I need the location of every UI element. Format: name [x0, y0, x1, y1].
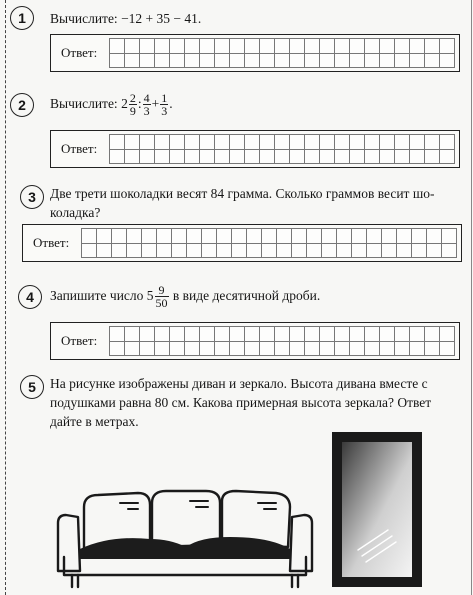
- task-1: [0, 0, 473, 80]
- task-text: [50, 184, 462, 222]
- end-mark: .: [169, 96, 173, 111]
- mirror-illustration: [330, 430, 425, 590]
- task-3: [0, 180, 473, 270]
- task-expression: −12 + 35 − 41.: [121, 11, 202, 26]
- answer-label: Ответ:: [61, 141, 98, 156]
- task-number: 3: [20, 185, 44, 209]
- answer-label: Ответ:: [61, 45, 98, 60]
- task-label: в виде десятичной дроби.: [169, 288, 321, 303]
- answer-label: Ответ:: [61, 333, 98, 348]
- task-number: 4: [18, 285, 42, 309]
- task-line: дайте в метрах.: [50, 414, 139, 429]
- fraction: $\frac{4}{3}$: [143, 91, 150, 119]
- operator: :: [137, 96, 142, 111]
- answer-box: [50, 130, 460, 168]
- operator: +: [151, 96, 160, 111]
- task-number: 1: [10, 6, 34, 30]
- task-label: Вычислите:: [50, 11, 122, 26]
- task-4: [0, 278, 473, 364]
- answer-box: [22, 224, 462, 262]
- task-text: [50, 278, 320, 314]
- task-label: Запишите число: [50, 288, 147, 303]
- task-2: [0, 80, 473, 170]
- answer-grid[interactable]: [109, 134, 455, 164]
- fraction: $\frac{2}{9}$: [129, 91, 136, 119]
- task-line: Две трети шоколадки весят 84 грамма. Сколько граммов весит шо-: [50, 186, 435, 201]
- task-text: [50, 374, 462, 431]
- answer-grid[interactable]: [81, 228, 457, 258]
- answer-grid[interactable]: [109, 38, 455, 68]
- fraction: $\frac{9}{50}$: [155, 283, 168, 311]
- mixed-whole: 2: [121, 96, 128, 111]
- answer-grid[interactable]: [109, 326, 455, 356]
- task-label: Вычислите:: [50, 96, 122, 111]
- answer-box: [50, 34, 460, 72]
- task-text: [50, 86, 173, 122]
- task-number: 5: [20, 375, 44, 399]
- task-number: 2: [10, 93, 34, 117]
- task-line: подушками равна 80 см. Какова примерная высота зеркала? Ответ: [50, 395, 432, 410]
- answer-box: [50, 322, 460, 360]
- task-line: коладка?: [50, 205, 101, 220]
- sofa-illustration: [50, 487, 320, 592]
- fraction: $\frac{1}{3}$: [161, 91, 168, 119]
- task-line: На рисунке изображены диван и зеркало. Высота дивана вместе с: [50, 376, 428, 391]
- task-text: [50, 9, 201, 28]
- mixed-whole: 5: [146, 288, 154, 303]
- answer-label: Ответ:: [33, 235, 70, 250]
- task-5: [0, 372, 473, 595]
